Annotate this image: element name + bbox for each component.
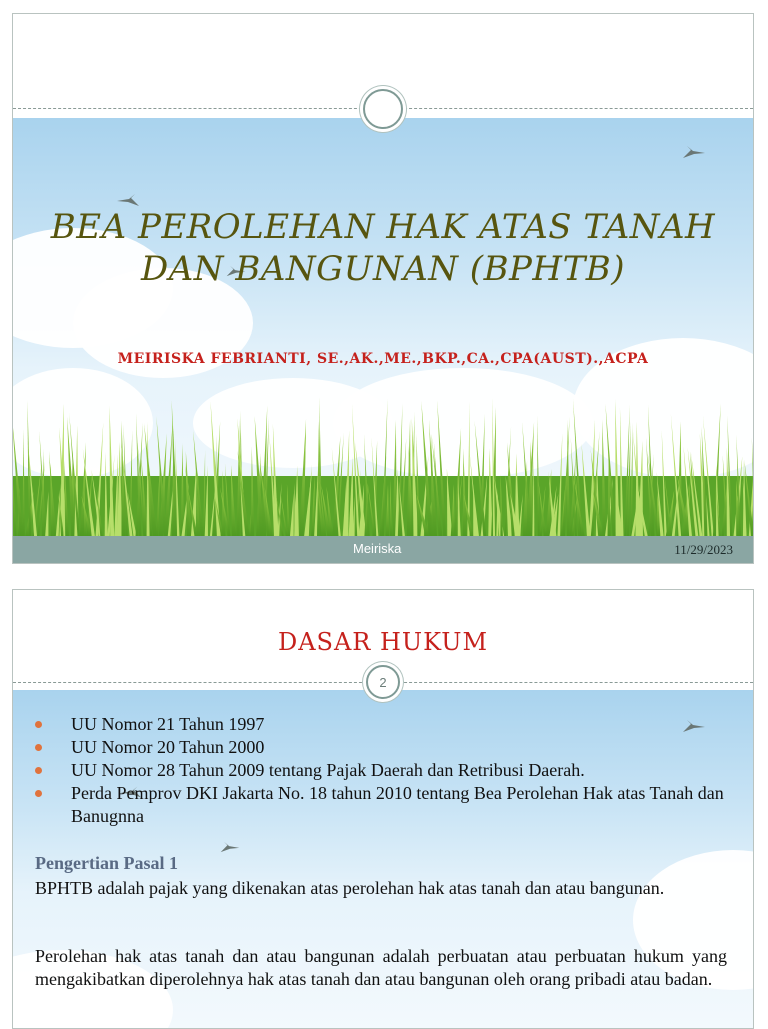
page-number: 2 xyxy=(366,665,400,699)
slide-title: DASAR HUKUM xyxy=(277,628,489,656)
slide-title xyxy=(13,206,753,290)
section-subheading: Pengertian Pasal 1 xyxy=(35,853,178,873)
slide-title-line1: BEA PEROLEHAN HAK ATAS TANAH xyxy=(50,207,716,247)
list-item-text: UU Nomor 28 Tahun 2009 tentang Pajak Daerah dan Retribusi Daerah. xyxy=(71,760,585,780)
bullet-dot-icon xyxy=(35,790,42,797)
footer-author: Meiriska xyxy=(353,541,402,556)
list-item xyxy=(35,736,727,759)
grass-blade xyxy=(753,457,754,536)
list-item-text: UU Nomor 21 Tahun 1997 xyxy=(71,714,265,734)
list-item-text: UU Nomor 20 Tahun 2000 xyxy=(71,737,265,757)
law-list xyxy=(35,713,727,828)
bullet-dot-icon xyxy=(35,721,42,728)
definition-paragraph: BPHTB adalah pajak yang dikenakan atas perolehan hak atas tanah dan atau bangunan. xyxy=(35,878,665,898)
content-slide xyxy=(12,589,754,1029)
list-item xyxy=(35,759,727,782)
slide-footer xyxy=(13,536,753,563)
page-ring-icon xyxy=(363,89,403,129)
definition-paragraph: Perolehan hak atas tanah dan atau bangunan adalah perbuatan atau perbuatan hukum yang mengakibatkan diperolehnya hak atas tanah dan atau bangunan oleh orang pribadi atau badan. xyxy=(35,946,727,989)
swallow-bird-icon xyxy=(219,840,241,854)
swallow-bird-icon xyxy=(681,144,707,160)
list-item-text: Perda Pemprov DKI Jakarta No. 18 tahun 2010 tentang Bea Perolehan Hak atas Tanah dan Banugnna xyxy=(71,783,724,826)
grass-illustration xyxy=(13,386,754,536)
bullet-dot-icon xyxy=(35,744,42,751)
author-name: MEIRISKA FEBRIANTI, SE.,AK.,ME.,BKP.,CA.,CPA(AUST).,ACPA xyxy=(117,351,649,367)
slide-title-line2: DAN BANGUNAN (BPHTB) xyxy=(140,249,626,289)
footer-date: 11/29/2023 xyxy=(674,542,733,557)
title-slide xyxy=(12,13,754,564)
list-item xyxy=(35,782,727,828)
bullet-dot-icon xyxy=(35,767,42,774)
list-item xyxy=(35,713,727,736)
